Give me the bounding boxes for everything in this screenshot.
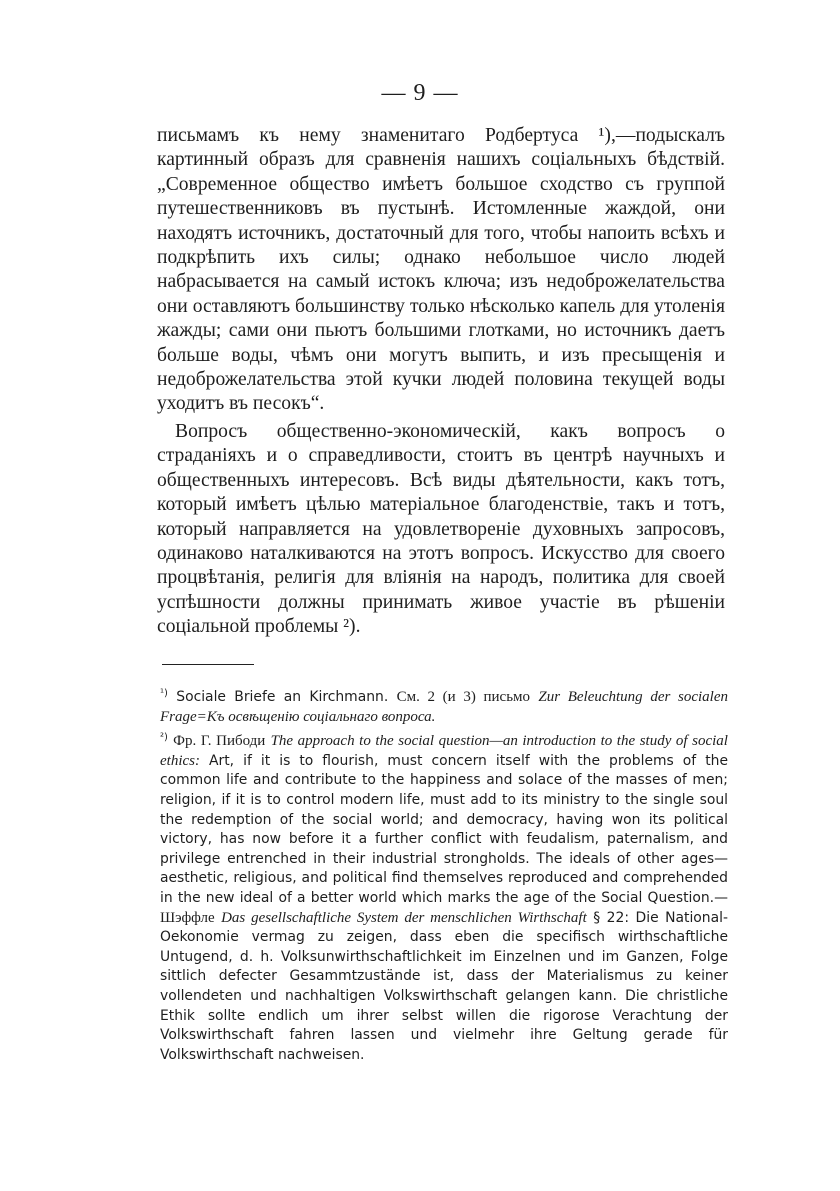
footnote-2-quote-en: Art, if it is to flourish, must concern itself with the problems of the common life and contribute to the happiness and solace of the masses of men; religion, if it is to control modern life, must add to its ministry to the single soul the redemption of the social world; and democracy, having won its political victory, has now before it a further conflict with feudalism, paternalism, and privilege entrenched in their industrial strongholds. The ideals of other ages—aesthetic, religious, and political find themselves reproduced and comprehended in the new ideal of a better world which marks the age of the Social Question.— (160, 752, 728, 906)
footnote-1-source: Sociale Briefe an Kirchmann. (176, 689, 389, 705)
footnote-2-section: § 22: (593, 909, 630, 926)
main-text (157, 124, 725, 640)
footnote-2-author: Фр. Г. Пибоди (173, 733, 266, 750)
footnote-2-title-de: Das gesellschaftliche System der menschlichen Wirthschaft (221, 909, 587, 926)
footnote-1-title: Zur Beleuchtung der socialen Frage=Къ освѣщенію соціальнаго вопроса. (160, 689, 728, 725)
paragraph-1: письмамъ къ нему знаменитаго Родбертуса ¹),—подыскалъ картинный образъ для сравненія нашихъ соціальныхъ бѣдствій. „Современное общество имѣетъ большое сходство съ группой путешественниковъ въ пустынѣ. Истомленные жаждой, они находятъ источникъ, достаточный для того, чтобы напоить всѣхъ и подкрѣпить ихъ силы; однако небольшое число людей набрасывается на самый истокъ ключа; изъ недоброжелательства они оставляютъ большинству только нѣсколько капель для утоленія жажды; сами они пьютъ большими глотками, но источникъ даетъ больше воды, чѣмъ они могутъ выпить, и изъ пресыщенія и недоброжелательства этой кучки людей половина текущей воды уходитъ въ песокъ“. (157, 125, 725, 415)
footnote-2 (160, 728, 728, 1065)
footnotes (160, 684, 728, 1065)
footnote-2-marker: ²) (160, 732, 168, 744)
footnote-2-title-en: The approach to the social question—an introduction to the study of social ethics: (160, 733, 728, 769)
footnote-divider (162, 664, 254, 665)
footnote-1 (160, 684, 728, 727)
page-number: — 9 — (381, 80, 459, 106)
footnote-2-quote-de: Die National-Oekonomie vermag zu zeigen, dass eben die specifisch wirthschaftliche Untugend, d. h. Volksunwirthschaftlichkeit im Einzelnen und im Ganzen, Folge sittlich defecter Gesammtzustände ist, dass der Materialismus zu keiner vollendeten und nachhaltigen Volkswirthschaft gelangen kann. Die christliche Ethik sollte endlich um ihrer selbst willen die rigorose Verachtung der Volkswirthschaft fahren lassen und vielmehr ihre Geltung gerade für Volkswirthschaft nachweisen. (160, 909, 728, 1063)
footnote-1-reference: См. 2 (и 3) письмо (396, 689, 531, 705)
paragraph-2: Вопросъ общественно-экономическій, какъ вопросъ о страданіяхъ и о справедливости, стоитъ въ центрѣ научныхъ и общественныхъ интересовъ. Всѣ виды дѣятельности, какъ тотъ, который имѣетъ цѣлью матеріальное благоденствіе, такъ и тотъ, который направляется на удовлетвореніе духовныхъ запросовъ, одинаково наталкиваются на этотъ вопросъ. Искусство для своего процвѣтанія, религія для вліянія на народъ, политика для своей успѣшности должны принимать живое участіе въ рѣшеніи соціальной проблемы ²). (157, 420, 725, 638)
footnote-1-marker: ¹) (160, 688, 168, 699)
footnote-2-author-2: Шэффле (160, 909, 215, 926)
